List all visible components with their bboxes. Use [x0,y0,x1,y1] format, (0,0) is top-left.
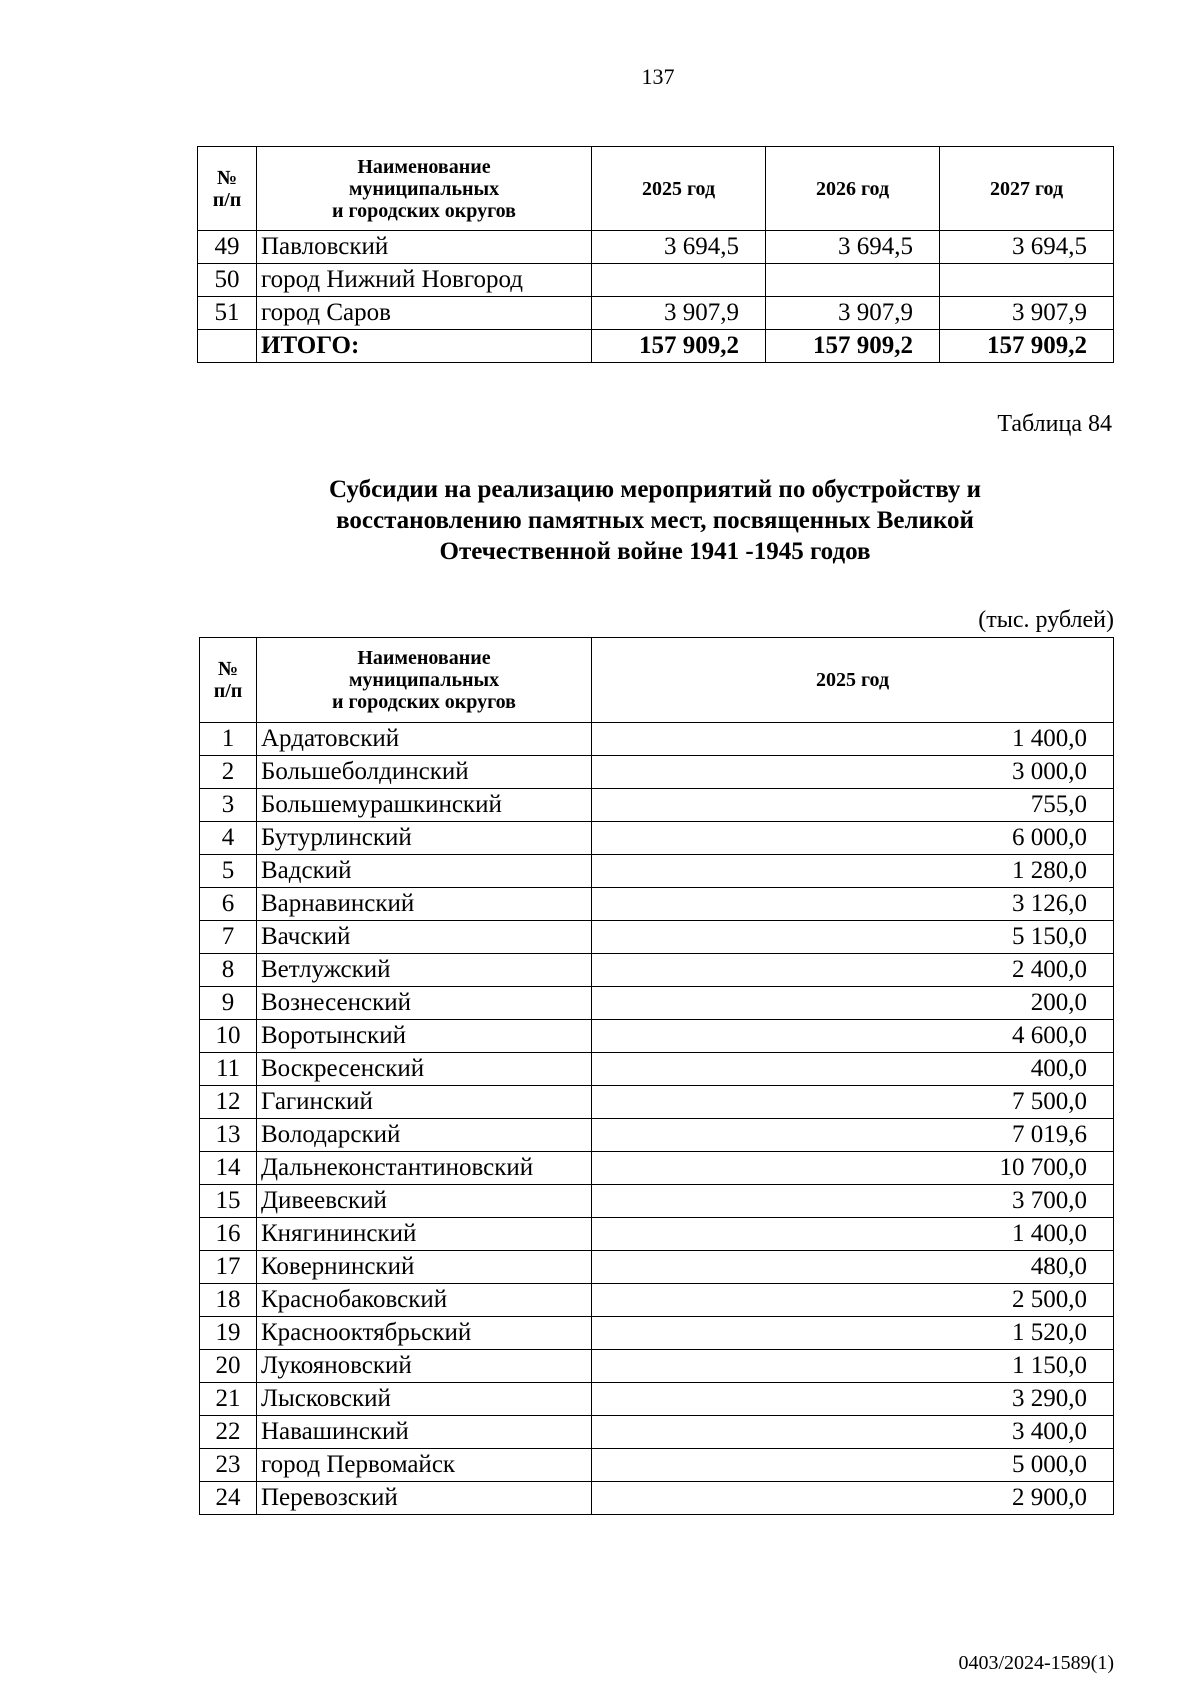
row-value-2025 [592,264,766,297]
header-num [200,638,257,723]
table-row [200,1251,1114,1284]
row-name: Княгининский [257,1218,592,1251]
row-value-2027: 3 907,9 [940,297,1114,330]
table-row [198,231,1114,264]
table-row [200,756,1114,789]
row-num: 51 [198,297,257,330]
table-row [200,1218,1114,1251]
header-name-line2: муниципальных [348,669,500,691]
row-name: город Саров [257,297,592,330]
unit-label: (тыс. рублей) [978,607,1114,633]
row-num: 5 [200,855,257,888]
table-row [200,1053,1114,1086]
total-value-2027: 157 909,2 [940,330,1114,363]
table-row [200,723,1114,756]
table-title [197,474,1113,567]
row-num: 1 [200,723,257,756]
table-caption: Таблица 84 [997,411,1112,437]
row-name: Вачский [257,921,592,954]
row-name: Варнавинский [257,888,592,921]
table-row [200,1350,1114,1383]
row-num: 15 [200,1185,257,1218]
row-value-2025: 1 520,0 [592,1317,1114,1350]
row-num: 23 [200,1449,257,1482]
row-value-2025: 755,0 [592,789,1114,822]
header-name [257,638,592,723]
table-row [200,987,1114,1020]
header-name-line3: и городских округов [332,691,516,713]
row-num: 14 [200,1152,257,1185]
row-name: Ковернинский [257,1251,592,1284]
header-name-line2: муниципальных [348,177,500,200]
row-value-2025: 7 019,6 [592,1119,1114,1152]
total-label: ИТОГО: [257,330,592,363]
row-name: Бутурлинский [257,822,592,855]
table-row [200,1185,1114,1218]
row-value-2025: 1 400,0 [592,723,1114,756]
row-value-2025: 3 700,0 [592,1185,1114,1218]
row-value-2026: 3 907,9 [766,297,940,330]
row-value-2025: 1 150,0 [592,1350,1114,1383]
row-name: Вознесенский [257,987,592,1020]
row-name: Воскресенский [257,1053,592,1086]
table-row [200,1020,1114,1053]
row-name: Ветлужский [257,954,592,987]
row-value-2025: 2 400,0 [592,954,1114,987]
row-value-2025: 3 126,0 [592,888,1114,921]
table-row [200,1482,1114,1515]
row-value-2025: 3 290,0 [592,1383,1114,1416]
table-row [198,297,1114,330]
document-code: 0403/2024-1589(1) [958,1652,1114,1674]
table-row [200,1284,1114,1317]
row-value-2025: 7 500,0 [592,1086,1114,1119]
row-value-2026 [766,264,940,297]
row-value-2025: 4 600,0 [592,1020,1114,1053]
row-num: 3 [200,789,257,822]
row-name: Навашинский [257,1416,592,1449]
row-name: Павловский [257,231,592,264]
row-num: 21 [200,1383,257,1416]
table-row [200,1416,1114,1449]
header-num-line1: № [217,658,239,680]
page-number: 137 [641,64,675,89]
header-2025: 2025 год [592,638,1114,723]
row-name: Вадский [257,855,592,888]
row-num: 13 [200,1119,257,1152]
table-row [198,264,1114,297]
total-num-empty [198,330,257,363]
row-num: 11 [200,1053,257,1086]
row-name: Володарский [257,1119,592,1152]
table-row [200,1317,1114,1350]
row-num: 18 [200,1284,257,1317]
table-row [200,1119,1114,1152]
row-value-2025: 480,0 [592,1251,1114,1284]
table-row [200,1152,1114,1185]
row-num: 50 [198,264,257,297]
total-value-2025: 157 909,2 [592,330,766,363]
row-name: город Нижний Новгород [257,264,592,297]
row-name: Большемурашкинский [257,789,592,822]
table-header-row [200,638,1114,723]
row-value-2025: 1 400,0 [592,1218,1114,1251]
row-value-2025: 6 000,0 [592,822,1114,855]
row-value-2025: 3 907,9 [592,297,766,330]
row-value-2025: 2 500,0 [592,1284,1114,1317]
table-row [200,1086,1114,1119]
row-num: 10 [200,1020,257,1053]
title-line1: Субсидии на реализацию мероприятий по обустройству и [328,476,982,503]
table-subsidies [199,637,1114,1515]
table-row [200,888,1114,921]
row-name: город Первомайск [257,1449,592,1482]
row-num: 7 [200,921,257,954]
table-previous-continuation [197,146,1114,363]
row-num: 20 [200,1350,257,1383]
row-name: Лукояновский [257,1350,592,1383]
row-value-2025: 3 000,0 [592,756,1114,789]
header-2026: 2026 год [766,147,940,231]
row-name: Дивеевский [257,1185,592,1218]
row-num: 8 [200,954,257,987]
table-row [200,855,1114,888]
row-name: Перевозский [257,1482,592,1515]
row-num: 24 [200,1482,257,1515]
header-2027: 2027 год [940,147,1114,231]
row-num: 17 [200,1251,257,1284]
row-value-2025: 2 900,0 [592,1482,1114,1515]
row-name: Краснооктябрьский [257,1317,592,1350]
table-row [200,789,1114,822]
row-num: 6 [200,888,257,921]
row-value-2025: 400,0 [592,1053,1114,1086]
title-line2: восстановлению памятных мест, посвященных Великой [336,507,974,534]
row-num: 2 [200,756,257,789]
row-value-2025: 5 000,0 [592,1449,1114,1482]
row-value-2027: 3 694,5 [940,231,1114,264]
header-num-line2: п/п [212,188,242,211]
row-num: 22 [200,1416,257,1449]
table-row [200,822,1114,855]
header-name-line3: и городских округов [332,199,516,222]
row-name: Гагинский [257,1086,592,1119]
header-name-line1: Наименование [357,647,491,669]
header-num-line2: п/п [213,680,243,702]
header-name [257,147,592,231]
table-total-row [198,330,1114,363]
header-num [198,147,257,231]
row-value-2027 [940,264,1114,297]
row-value-2025: 1 280,0 [592,855,1114,888]
row-value-2025: 3 400,0 [592,1416,1114,1449]
row-num: 49 [198,231,257,264]
row-name: Ардатовский [257,723,592,756]
row-num: 9 [200,987,257,1020]
table-row [200,921,1114,954]
row-name: Дальнеконстантиновский [257,1152,592,1185]
row-name: Большеболдинский [257,756,592,789]
total-value-2026: 157 909,2 [766,330,940,363]
row-value-2025: 200,0 [592,987,1114,1020]
row-num: 16 [200,1218,257,1251]
row-num: 4 [200,822,257,855]
row-value-2026: 3 694,5 [766,231,940,264]
row-name: Краснобаковский [257,1284,592,1317]
row-name: Воротынский [257,1020,592,1053]
row-value-2025: 10 700,0 [592,1152,1114,1185]
table-row [200,1449,1114,1482]
row-num: 12 [200,1086,257,1119]
title-line3: Отечественной войне 1941 -1945 годов [439,538,871,565]
table-row [200,1383,1114,1416]
table-row [200,954,1114,987]
table-header-row [198,147,1114,231]
row-name: Лысковский [257,1383,592,1416]
header-name-line1: Наименование [357,155,491,178]
row-value-2025: 3 694,5 [592,231,766,264]
row-value-2025: 5 150,0 [592,921,1114,954]
header-num-line1: № [216,166,238,189]
header-2025: 2025 год [592,147,766,231]
row-num: 19 [200,1317,257,1350]
